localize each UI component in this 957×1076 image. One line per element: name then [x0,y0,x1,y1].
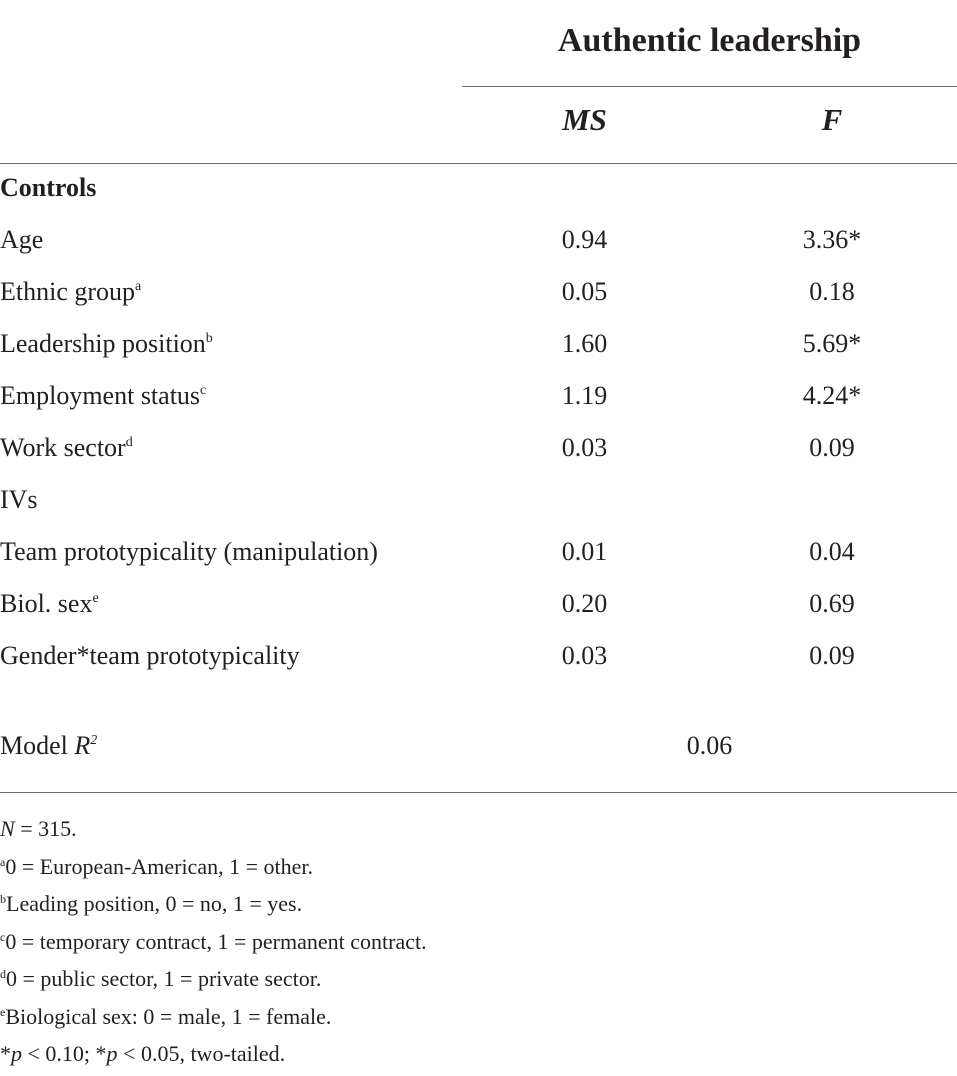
row-label: Team prototypicality (manipulation) [0,537,378,566]
cell-f: 3.36* [802,225,862,254]
column-header-f: F [821,102,843,137]
column-header-ms: MS [562,102,607,137]
footnote-a: $^a$0 = European-American, 1 = other. [0,853,313,879]
model-r2-value: 0.06 [686,731,733,760]
table-row [0,173,957,225]
table-bottom-rule [0,792,957,793]
table-row [0,381,957,433]
table-row [0,225,957,277]
header-bottom-rule [0,163,957,164]
table-row [0,277,957,329]
cell-f: 4.24* [802,381,862,410]
row-label: Leadership position$^b$ [0,329,213,358]
row-label: Work sector$^d$ [0,433,133,462]
footnote-b: $^b$Leading position, 0 = no, 1 = yes. [0,891,303,916]
cell-ms: 0.94 [561,225,608,254]
table-footnotes [0,810,427,1073]
group-header-rule [462,86,957,87]
footnote-n: N = 315. [0,816,77,841]
row-label: Gender*team prototypicality [0,641,300,670]
cell-ms: 1.60 [561,329,608,358]
row-label: IVs [0,485,38,514]
model-r2-label: Model $R^2$ [0,731,98,760]
table-row [0,485,957,537]
row-label: Age [0,225,44,254]
cell-ms: 0.05 [561,277,608,306]
cell-f: 0.04 [809,537,855,566]
cell-ms: 0.01 [561,537,608,566]
table-row [0,433,957,485]
cell-f: 0.09 [809,433,855,462]
cell-f: 5.69* [802,329,862,358]
row-label: Biol. sex$^e$ [0,589,99,618]
cell-ms: 0.03 [561,433,608,462]
table-row [0,537,957,589]
footnote-c: $^c$0 = temporary contract, 1 = permanent contract. [0,928,427,954]
cell-ms: 0.20 [561,589,608,618]
footnote-d: $^d$0 = public sector, 1 = private sector. [0,966,322,991]
row-label: Ethnic group$^a$ [0,277,142,306]
table-group-header: Authentic leadership [557,22,862,59]
cell-f: 0.09 [809,641,855,670]
cell-ms: 0.03 [561,641,608,670]
row-label: Employment status$^c$ [0,381,207,410]
cell-ms: 1.19 [561,381,608,410]
cell-f: 0.69 [809,589,855,618]
footnote-e: $^e$Biological sex: 0 = male, 1 = female. [0,1003,332,1029]
cell-f: 0.18 [809,277,855,306]
table-row [0,329,957,381]
table-row [0,589,957,641]
table-row [0,641,957,693]
footnote-significance: *p < 0.10; *p < 0.05, two-tailed. [0,1041,286,1066]
row-label: Controls [0,173,97,202]
